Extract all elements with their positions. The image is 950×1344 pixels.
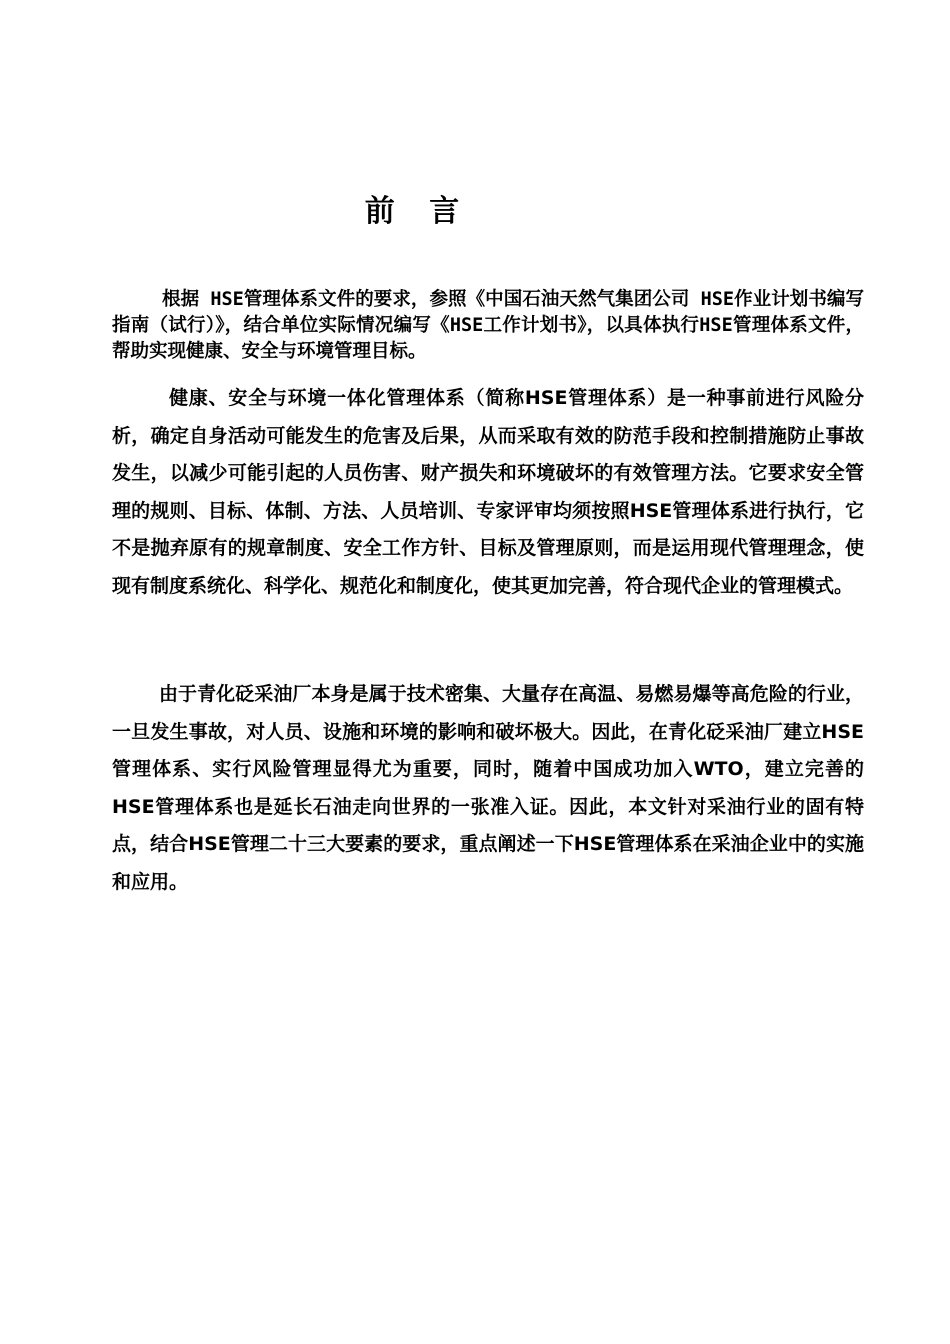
- page-title: 前 言: [364, 194, 472, 229]
- paragraph-importance: 由于青化砭采油厂本身是属于技术密集、大量存在高温、易燃易爆等高危险的行业，一旦发生事故，对人员、设施和环境的影响和破坏极大。因此，在青化砭采油厂建立HSE管理体系、实行风险管理显得尤为重要，同时，随着中国成功加入WTO，建立完善的HSE管理体系也是延长石油走向世界的一张准入证。因此，本文针对采油行业的固有特点，结合HSE管理二十三大要素的要求，重点阐述一下HSE管理体系在采油企业中的实施和应用。: [112, 683, 864, 893]
- paragraph-intro: 根据 HSE管理体系文件的要求，参照《中国石油天然气集团公司 HSE作业计划书编写指南（试行）》，结合单位实际情况编写《HSE工作计划书》，以具体执行HSE管理体系文件，帮助实现健康、安全与环境管理目标。: [112, 289, 864, 362]
- paragraph-hse-definition: 健康、安全与环境一体化管理体系（简称HSE管理体系）是一种事前进行风险分析，确定自身活动可能发生的危害及后果，从而采取有效的防范手段和控制措施防止事故发生，以减少可能引起的人员伤害、财产损失和环境破坏的有效管理方法。它要求安全管理的规则、目标、体制、方法、人员培训、专家评审均须按照HSE管理体系进行执行，它不是抛弃原有的规章制度、安全工作方针、目标及管理原则，而是运用现代管理理念，使现有制度系统化、科学化、规范化和制度化，使其更加完善，符合现代企业的管理模式。: [112, 387, 864, 597]
